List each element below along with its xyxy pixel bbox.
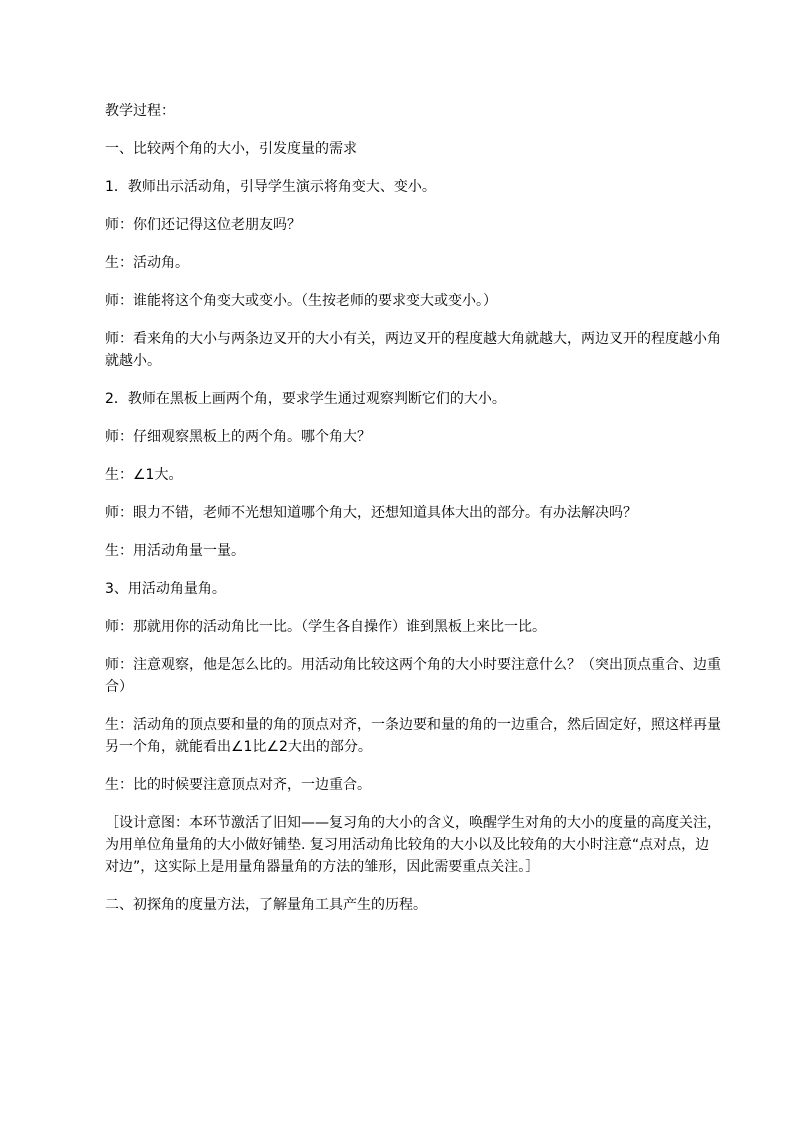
paragraph-student-answer-4: 生：活动角的顶点要和量的角的顶点对齐，一条边要和量的角的一边重合，然后固定好，照这样再量另一个角，就能看出∠1比∠2大出的部分。 xyxy=(105,717,721,755)
paragraph-student-answer-1: 生：活动角。 xyxy=(105,255,189,271)
paragraph-teacher-question-2: 师：谁能将这个角变大或变小。（生按老师的要求变大或变小。） xyxy=(105,293,497,309)
paragraph-student-answer-3: 生：用活动角量一量。 xyxy=(105,543,245,559)
paragraph-step-3: 3、用活动角量角。 xyxy=(105,581,226,597)
paragraph-teaching-process: 教学过程： xyxy=(105,103,175,119)
paragraph-teacher-question-1: 师：你们还记得这位老朋友吗？ xyxy=(105,217,301,233)
paragraph-step-2: 2．教师在黑板上画两个角，要求学生通过观察判断它们的大小。 xyxy=(105,391,506,407)
paragraph-student-answer-5: 生：比的时候要注意顶点对齐，一边重合。 xyxy=(105,777,371,793)
paragraph-teacher-summary-1: 师：看来角的大小与两条边叉开的大小有关，两边叉开的程度越大角就越大，两边叉开的程度越小角就越小。 xyxy=(105,331,721,369)
section-heading-1: 一、比较两个角的大小，引发度量的需求 xyxy=(105,141,357,157)
paragraph-teacher-question-3: 师：仔细观察黑板上的两个角。哪个角大？ xyxy=(105,429,371,445)
document-body xyxy=(105,100,723,916)
paragraph-step-1: 1．教师出示活动角，引导学生演示将角变大、变小。 xyxy=(105,179,436,195)
paragraph-student-answer-2: 生：∠1大。 xyxy=(105,467,183,483)
paragraph-teacher-question-4: 师：眼力不错，老师不光想知道哪个角大，还想知道具体大出的部分。有办法解决吗？ xyxy=(105,505,637,521)
paragraph-teacher-instruction: 师：那就用你的活动角比一比。（学生各自操作）谁到黑板上来比一比。 xyxy=(105,619,546,635)
paragraph-teacher-question-5: 师：注意观察，他是怎么比的。用活动角比较这两个角的大小时要注意什么？（突出顶点重合、边重合） xyxy=(105,657,721,695)
paragraph-design-intent: ［设计意图：本环节激活了旧知——复习角的大小的含义，唤醒学生对角的大小的度量的高度关注，为用单位角量角的大小做好铺垫. 复习用活动角比较角的大小以及比较角的大小时注意“点对点，边对边”，这实际上是用量角器量角的方法的雏形，因此需要重点关注。］ xyxy=(105,815,721,875)
section-heading-2: 二、初探角的度量方法，了解量角工具产生的历程。 xyxy=(105,897,427,913)
